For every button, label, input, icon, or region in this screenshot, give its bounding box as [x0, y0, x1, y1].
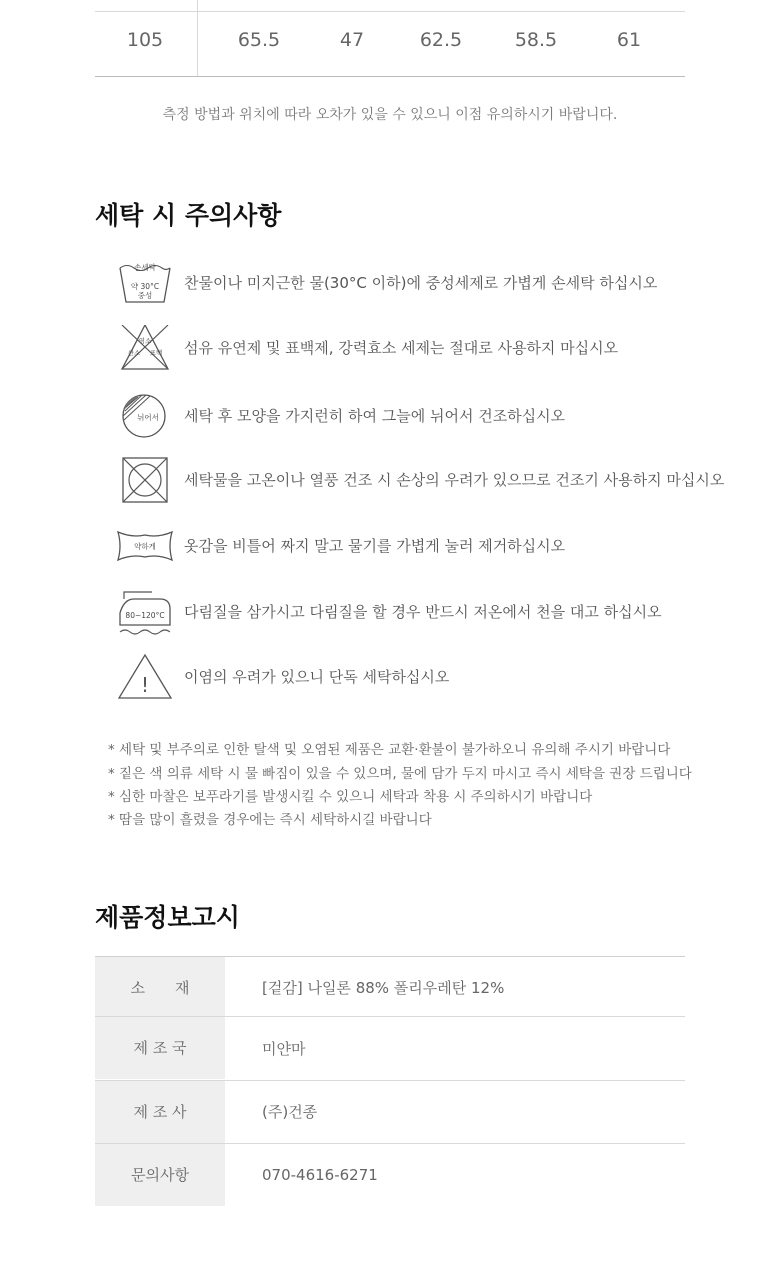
icon-label: 손세탁: [134, 263, 156, 272]
icon-label: 표백: [149, 349, 163, 357]
care-item: [116, 523, 716, 569]
care-text: 옷감을 비틀어 짜지 말고 물기를 가볍게 눌러 제거하십시오: [184, 537, 566, 555]
care-text: 섬유 유연제 및 표백제, 강력효소 세제는 절대로 사용하지 마십시오: [184, 339, 619, 357]
care-item: [116, 260, 716, 306]
icon-label: 염소: [138, 337, 152, 345]
care-notice: * 땀을 많이 흘렸을 경우에는 즉시 세탁하시길 바랍니다: [108, 812, 432, 828]
measure-note: 측정 방법과 위치에 따라 오차가 있을 수 있으니 이점 유의하시기 바랍니다.: [162, 107, 618, 123]
care-notice: * 세탁 및 부주의로 인한 탈색 및 오염된 제품은 교환·환불이 불가하오니 유의해 주시기 바랍니다: [108, 742, 671, 758]
info-label: 소 재: [95, 957, 225, 1019]
care-notice: * 심한 마찰은 보푸라기를 발생시킬 수 있으니 세탁과 착용 시 주의하시기 바랍니다: [108, 789, 593, 805]
info-value: (주)건종: [262, 1103, 318, 1121]
warning-icon: [116, 654, 174, 700]
care-item: [116, 589, 716, 635]
icon-label: 산소: [127, 349, 141, 357]
info-label: 제 조 국: [95, 1017, 225, 1079]
care-text: 이염의 우려가 있으니 단독 세탁하십시오: [184, 668, 450, 686]
care-item: [116, 654, 716, 700]
size-cell: 65.5: [237, 29, 281, 51]
icon-label: 뉘어서: [137, 413, 159, 422]
size-cell: 61: [616, 29, 642, 51]
care-item: [116, 325, 716, 371]
icon-label: 중성: [137, 291, 153, 300]
table-bottom-border: [95, 76, 685, 77]
gentle-wring-icon: [116, 523, 174, 569]
care-text: 다림질을 삼가시고 다림질을 할 경우 반드시 저온에서 천을 대고 하십시오: [184, 603, 662, 621]
info-label: 제 조 사: [95, 1081, 225, 1143]
info-value: 미얀마: [262, 1040, 306, 1058]
table-divider: [95, 11, 685, 12]
info-label: 문의사항: [95, 1144, 225, 1206]
care-section-title: 세탁 시 주의사항: [95, 201, 282, 230]
icon-label: 약하게: [134, 542, 156, 551]
care-notice: * 짙은 색 의류 세탁 시 물 빠짐이 있을 수 있으며, 물에 담가 두지 마시고 즉시 세탁을 권장 드립니다: [108, 766, 692, 782]
no-tumble-dry-icon: [116, 457, 174, 503]
iron-low-icon: [116, 589, 174, 635]
care-text: 세탁 후 모양을 가지런히 하여 그늘에 뉘어서 건조하십시오: [184, 407, 566, 425]
icon-label: 약 30°C: [130, 282, 160, 291]
hand-wash-icon: [116, 260, 174, 306]
product-info-title: 제품정보고시: [95, 903, 240, 932]
info-value: 070-4616-6271: [262, 1166, 378, 1184]
icon-label: 80~120°C: [125, 611, 165, 620]
size-cell: 58.5: [514, 29, 558, 51]
care-text: 찬물이나 미지근한 물(30°C 이하)에 중성세제로 가볍게 손세탁 하십시오: [184, 274, 658, 292]
size-cell: 105: [126, 29, 164, 51]
care-item: [116, 393, 716, 439]
care-item: [116, 457, 725, 503]
column-divider: [197, 0, 198, 77]
shade-dry-icon: [116, 393, 174, 439]
no-bleach-icon: [116, 325, 174, 371]
size-cell: 62.5: [419, 29, 463, 51]
info-value: [겉감] 나일론 88% 폴리우레탄 12%: [262, 979, 505, 997]
icon-label: !: [140, 673, 150, 697]
care-text: 세탁물을 고온이나 열풍 건조 시 손상의 우려가 있으므로 건조기 사용하지 마십시오: [184, 471, 725, 489]
size-cell: 47: [339, 29, 365, 51]
